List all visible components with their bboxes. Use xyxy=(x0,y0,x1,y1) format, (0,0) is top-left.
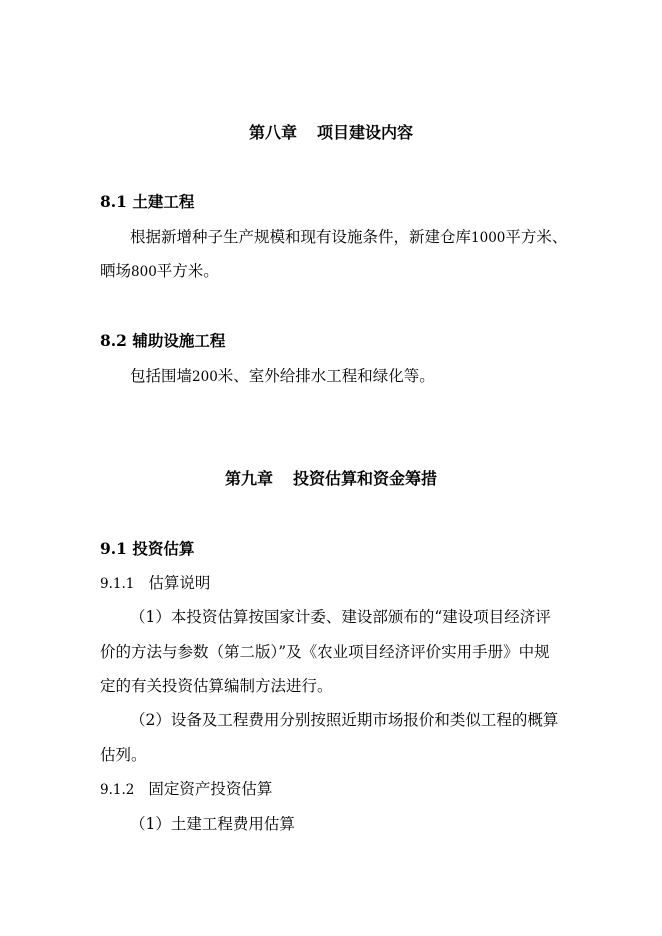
number-run: 1000 xyxy=(471,230,506,246)
text-run: 平方米、 xyxy=(505,228,568,246)
text-run: 米、室外给排水工程和绿化等。 xyxy=(217,367,435,385)
subsection-title: 估算说明 xyxy=(148,574,211,592)
subsection-9-1-1-heading xyxy=(100,573,210,594)
section-8-2-paragraph xyxy=(130,366,435,387)
section-8-2-heading: 8.2 辅助设施工程 xyxy=(100,331,226,350)
item-1-line-3: 定的有关投资估算编制方法进行。 xyxy=(100,677,333,695)
item-3-line-1: （1）土建工程费用估算 xyxy=(130,815,295,833)
text-run: 晒场 xyxy=(100,262,132,280)
text-run: 平方米。 xyxy=(156,262,219,280)
item-2-line-2: 估列。 xyxy=(100,746,147,764)
section-8-1-paragraph-line-2 xyxy=(100,261,219,282)
chapter-9-title xyxy=(0,469,662,489)
subsection-9-1-2-heading xyxy=(100,779,272,800)
text-run: 根据新增种子生产规模和现有设施条件，新建仓库 xyxy=(130,228,472,246)
subsection-title: 固定资产投资估算 xyxy=(148,780,273,798)
section-9-1-heading: 9.1 投资估算 xyxy=(100,539,195,558)
section-8-1-heading: 8.1 土建工程 xyxy=(100,192,195,211)
chapter-9-name: 投资估算和资金筹措 xyxy=(293,469,438,488)
item-2-line-1: （2）设备及工程费用分别按照近期市场报价和类似工程的概算 xyxy=(130,711,559,729)
item-1-line-2: 价的方法与参数（第二版）”及《农业项目经济评价实用手册》中规 xyxy=(100,643,550,661)
subsection-number: 9.1.1 xyxy=(100,576,135,592)
section-8-1-paragraph-line-1 xyxy=(130,227,567,248)
subsection-number: 9.1.2 xyxy=(100,782,135,798)
number-run: 800 xyxy=(131,264,157,280)
number-run: 200 xyxy=(192,369,218,385)
chapter-8-name: 项目建设内容 xyxy=(317,123,414,142)
chapter-8-number: 第八章 xyxy=(248,123,297,142)
text-run: 包括围墙 xyxy=(130,367,193,385)
item-1-line-1: （1）本投资估算按国家计委、建设部颁布的“建设项目经济评 xyxy=(130,608,551,626)
chapter-8-title xyxy=(0,123,662,143)
chapter-9-number: 第九章 xyxy=(224,469,273,488)
